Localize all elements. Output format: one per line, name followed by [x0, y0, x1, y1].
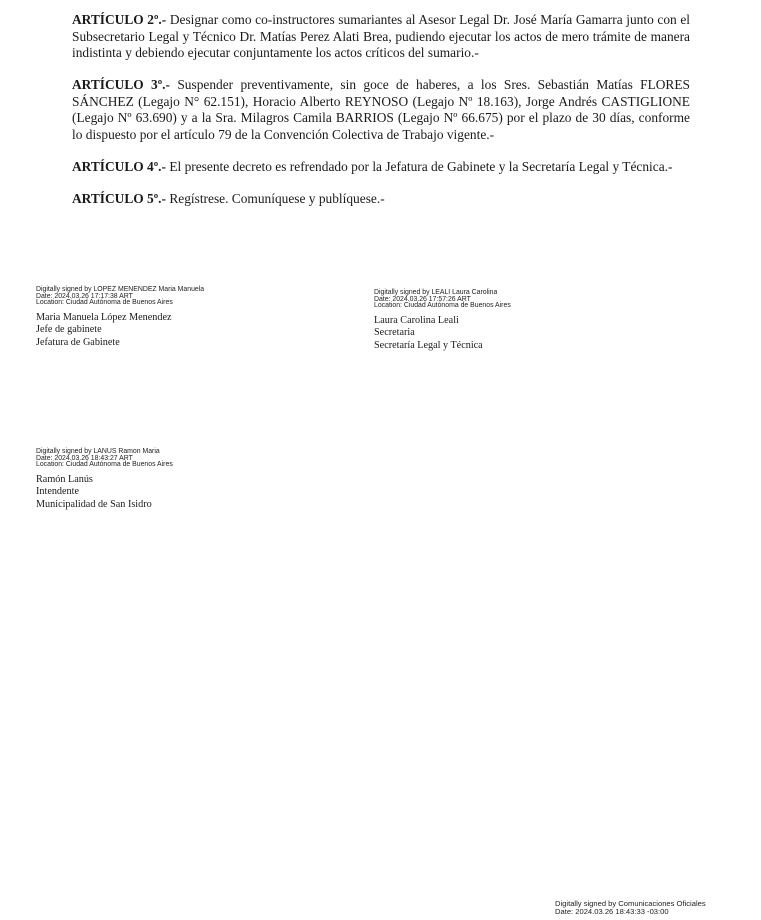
signer-role: Intendente [36, 486, 79, 498]
signer-name: Ramón Lanús [36, 473, 93, 485]
signature-date: Date: 2024.03.26 18:43:27 ART [36, 454, 133, 462]
article-text: Suspender preventivamente, sin goce de haberes, a los Sres. Sebastián Matías FLORES SÁNCHEZ (Legajo N° 62.151), Horacio Alberto REYNOSO (Legajo Nº 18.163), Jorge Andrés CASTIGLIONE (Legajo Nº 63.690) y a la Sra. Milagros Camila BARRIOS (Legajo Nº 66.675) por el plazo de 30 días, conforme lo dispuesto por el artículo 79 de la Convención Colectiva de Trabajo vigente.- [72, 77, 690, 143]
article-4 [72, 159, 690, 176]
signature-date: Date: 2024.03.26 17:57:26 ART [374, 295, 471, 303]
article-label: ARTÍCULO 5º.- [72, 191, 166, 207]
signed-by: Digitally signed by Comunicaciones Oficiales [555, 899, 706, 908]
signature-location: Location: Ciudad Autónoma de Buenos Aires [36, 299, 173, 307]
article-label: ARTÍCULO 4º.- [72, 159, 166, 175]
digital-signature-stamp [36, 449, 173, 469]
signer-office: Municipalidad de San Isidro [36, 498, 152, 510]
article-text: Regístrese. Comuníquese y publíquese.- [165, 191, 385, 207]
digital-signature-stamp [374, 290, 511, 310]
article-2 [72, 12, 690, 62]
signature-block-leali [374, 290, 511, 353]
article-text: Designar como co-instructores sumariantes al Asesor Legal Dr. José María Gamarra junto con el Subsecretario Legal y Técnico Dr. Matías Perez Alati Brea, pudiendo ejecutar los actos de mero trámite de manera indistinta y debiendo ejecutar conjuntamente los actos críticos del sumario.- [72, 12, 690, 61]
signature-date: Date: 2024.03.26 18:43:33 -03:00 [555, 906, 669, 916]
signed-by: Digitally signed by LEALI Laura Carolina [374, 289, 498, 296]
decree-articles [72, 12, 690, 223]
signer-office: Secretaría Legal y Técnica [374, 339, 483, 351]
article-3 [72, 77, 690, 143]
signer-role: Secretaria [374, 327, 415, 339]
signer-name: Laura Carolina Leali [374, 314, 459, 326]
article-label: ARTÍCULO 3º.- [72, 77, 170, 93]
signature-date: Date: 2024.03.26 17:17:38 ART [36, 292, 133, 300]
article-5 [72, 191, 690, 208]
official-communications-signature [555, 900, 706, 916]
article-label: ARTÍCULO 2º.- [72, 12, 167, 27]
digital-signature-stamp [36, 287, 204, 307]
signer-name: Maria Manuela López Menendez [36, 311, 172, 323]
signer-office: Jefatura de Gabinete [36, 336, 120, 348]
signature-block-lopez [36, 287, 204, 350]
article-text: El presente decreto es refrendado por la Jefatura de Gabinete y la Secretaría Legal y Técnica.- [165, 159, 673, 175]
signature-block-lanus [36, 449, 173, 512]
signed-by: Digitally signed by LOPEZ MENENDEZ Maria Manuela [36, 286, 205, 293]
signature-location: Location: Ciudad Autónoma de Buenos Aires [36, 461, 173, 469]
signed-by: Digitally signed by LANUS Ramon Maria [36, 448, 160, 455]
signer-role: Jefe de gabinete [36, 324, 102, 336]
signature-location: Location: Ciudad Autónoma de Buenos Aires [374, 302, 511, 310]
